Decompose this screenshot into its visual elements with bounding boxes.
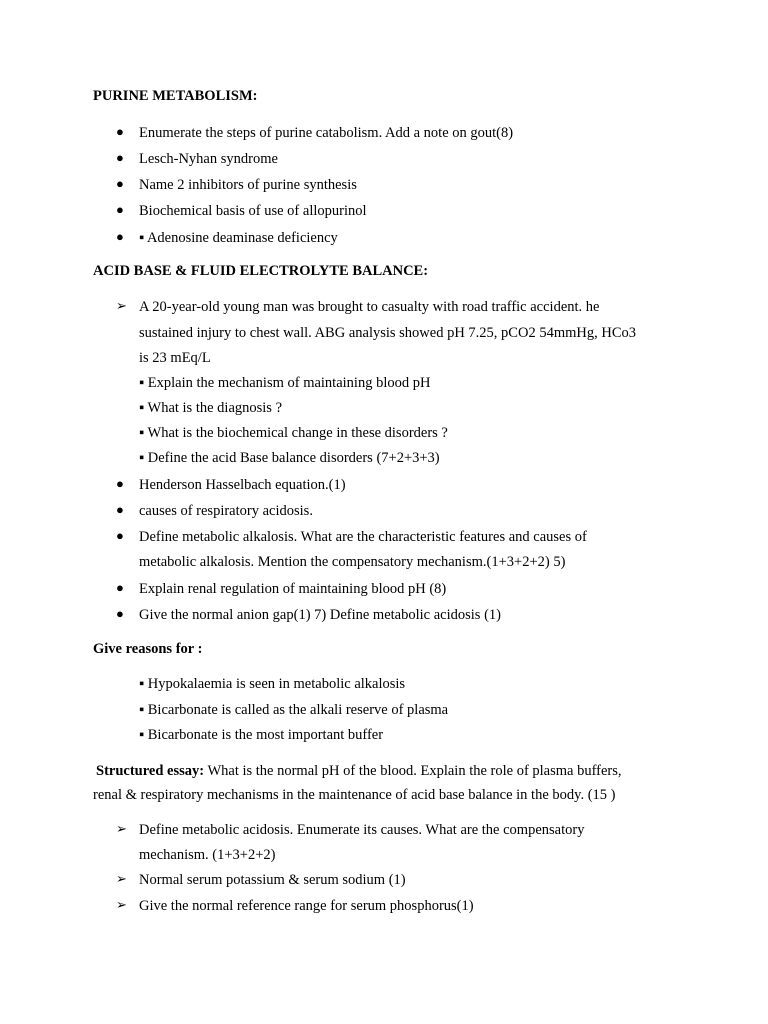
bullet-icon: ● xyxy=(116,202,124,217)
sub-point: ▪ What is the diagnosis ? xyxy=(139,400,283,416)
sub-point: ▪ Explain the mechanism of maintaining blood pH xyxy=(139,375,431,391)
arrow-bullet-icon: ➢ xyxy=(116,298,127,313)
list-item: Henderson Hasselbach equation.(1) xyxy=(139,477,346,493)
bullet-icon: ● xyxy=(116,528,124,543)
list-item: Give the normal reference range for serum phosphorus(1) xyxy=(139,898,474,914)
section-heading-purine: PURINE METABOLISM: xyxy=(93,88,258,104)
bullet-icon: ● xyxy=(116,476,124,491)
list-item: Lesch-Nyhan syndrome xyxy=(139,151,278,167)
bullet-icon: ● xyxy=(116,176,124,191)
list-item: Biochemical basis of use of allopurinol xyxy=(139,203,367,219)
list-item: Define metabolic acidosis. Enumerate its causes. What are the compensatory xyxy=(139,822,585,838)
bullet-icon: ● xyxy=(116,124,124,139)
bullet-icon: ● xyxy=(116,502,124,517)
sub-point: ▪ What is the biochemical change in these disorders ? xyxy=(139,425,448,441)
structured-essay-lead: Structured essay: xyxy=(96,763,205,779)
case-line: sustained injury to chest wall. ABG analysis showed pH 7.25, pCO2 54mmHg, HCo3 xyxy=(139,325,637,341)
list-item: Normal serum potassium & serum sodium (1) xyxy=(139,872,406,888)
list-item: Explain renal regulation of maintaining blood pH (8) xyxy=(139,581,447,597)
section-heading-reasons: Give reasons for : xyxy=(93,641,203,657)
list-item: Name 2 inhibitors of purine synthesis xyxy=(139,177,357,193)
list-item: Give the normal anion gap(1) 7) Define metabolic acidosis (1) xyxy=(139,607,501,623)
case-line: is 23 mEq/L xyxy=(139,350,211,366)
bullet-icon: ● xyxy=(116,606,124,621)
bullet-icon: ● xyxy=(116,580,124,595)
arrow-bullet-icon: ➢ xyxy=(116,821,127,836)
arrow-bullet-icon: ➢ xyxy=(116,897,127,912)
reason-item: ▪ Hypokalaemia is seen in metabolic alkalosis xyxy=(139,676,406,692)
case-line: A 20-year-old young man was brought to casualty with road traffic accident. he xyxy=(139,299,600,315)
section-heading-acid-base: ACID BASE & FLUID ELECTROLYTE BALANCE: xyxy=(93,263,429,279)
list-item: Enumerate the steps of purine catabolism. Add a note on gout(8) xyxy=(139,125,514,141)
bullet-icon: ● xyxy=(116,150,124,165)
list-item-continuation: metabolic alkalosis. Mention the compensatory mechanism.(1+3+2+2) 5) xyxy=(139,554,566,570)
structured-essay-text: What is the normal pH of the blood. Explain the role of plasma buffers, xyxy=(204,763,622,779)
reason-item: ▪ Bicarbonate is the most important buffer xyxy=(139,727,384,743)
list-item: Define metabolic alkalosis. What are the characteristic features and causes of xyxy=(139,529,587,545)
structured-essay-line xyxy=(96,762,622,780)
sub-point: ▪ Define the acid Base balance disorders (7+2+3+3) xyxy=(139,450,440,466)
list-item-continuation: mechanism. (1+3+2+2) xyxy=(139,847,276,863)
bullet-icon: ● xyxy=(116,229,124,244)
reason-item: ▪ Bicarbonate is called as the alkali reserve of plasma xyxy=(139,702,449,718)
list-item: ▪ Adenosine deaminase deficiency xyxy=(139,230,338,246)
arrow-bullet-icon: ➢ xyxy=(116,871,127,886)
list-item: causes of respiratory acidosis. xyxy=(139,503,313,519)
structured-essay-continuation: renal & respiratory mechanisms in the maintenance of acid base balance in the body. (15 ) xyxy=(93,787,616,803)
